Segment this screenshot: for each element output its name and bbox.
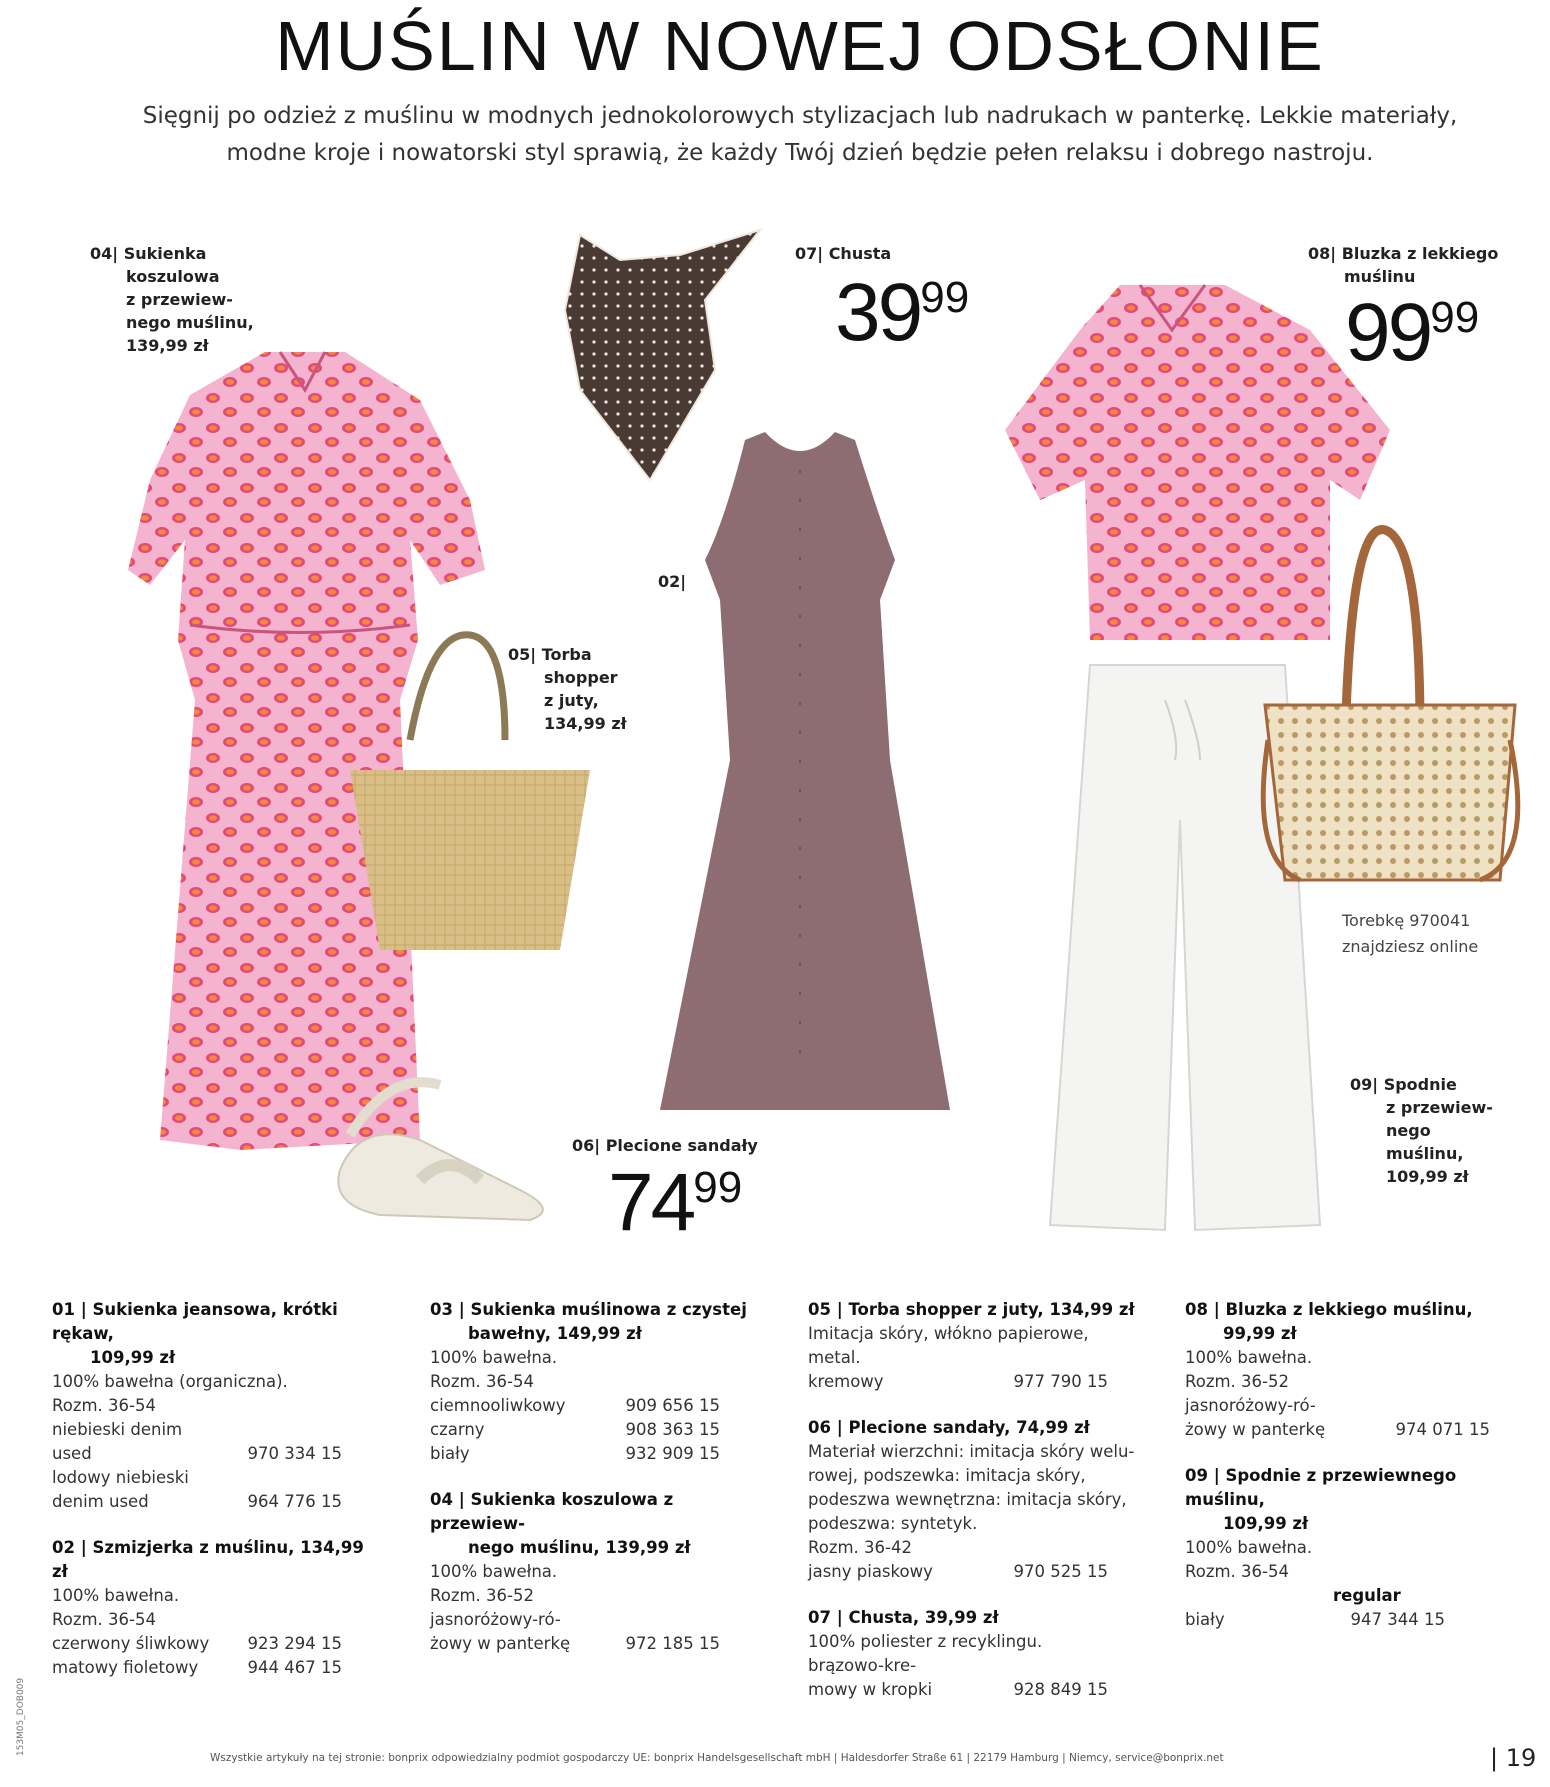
intro-text: Sięgnij po odzież z muślinu w modnych jednokolorowych stylizacjach lub nadrukach w panterkę. Lekkie materiały, modne kroje i nowatorski styl sprawią, że każdy Twój dzień będzie pełen relaksu i dobrego nastroju. <box>142 103 1458 166</box>
product-info-09: 09 | Spodnie z przewiewnego muślinu, <box>1185 1466 1457 1509</box>
blouse-image <box>1005 285 1390 640</box>
label-05: 05| Torba shopper z juty, 134,99 zł <box>508 645 627 733</box>
product-info-01: 01 | Sukienka jeansowa, krótki rękaw, 109,99 zł 100% bawełna (organiczna). Rozm. 36-54 niebieski denim used 970 334 15 lodowy niebieski denim used 964 776 15 02 | Szmizjerka z muślinu, 134,99 zł 100% bawełna. Rozm. 36-54 czerwony śliwkowy 923 294 15 matowy fioletowy 944 467 15 <box>52 1298 382 1680</box>
sandals-image <box>338 1082 543 1220</box>
product-info-08: 08 | Bluzka z lekkiego muślinu, 99,99 zł 100% bawełna. Rozm. 36-52 jasnoróżowy-ró- żowy w panterkę 974 071 15 09 | Spodnie z przewiewnego muślinu, 109,99 zł 100% bawełna. Rozm. 36-54 regular biały 947 344 15 <box>1185 1298 1530 1632</box>
label-09: 09| Spodnie z przewiew- nego muślinu, 109,99 zł <box>1350 1075 1493 1186</box>
label-06: 06| Plecione sandały <box>572 1136 758 1155</box>
price-07: 3999 <box>835 267 970 358</box>
product-info-06: 06 | Plecione sandały, 74,99 zł <box>808 1418 1090 1437</box>
shirt-dress-image <box>128 352 485 1150</box>
product-info-02: 02 | Szmizjerka z muślinu, 134,99 zł <box>52 1538 364 1581</box>
page-title: MUŚLIN W NOWEJ ODSŁONIE <box>275 7 1325 85</box>
price-08: 9999 <box>1345 287 1480 378</box>
product-info-07: 07 | Chusta, 39,99 zł <box>808 1608 999 1627</box>
price-06: 7499 <box>608 1157 743 1248</box>
label-07: 07| Chusta <box>795 244 892 263</box>
sleeveless-dress-image <box>660 432 950 1110</box>
label-04: 04| Sukienka koszulowa z przewiew- nego muślinu, 139,99 zł <box>90 244 254 355</box>
online-note: Torebkę 970041 znajdziesz online <box>1342 911 1479 956</box>
label-08: 08| Bluzka z lekkiego muślinu <box>1308 244 1499 286</box>
page-number: | 19 <box>1490 1744 1537 1772</box>
side-code: 153M05_DOB009 <box>16 1677 27 1757</box>
scarf-image <box>565 230 760 480</box>
label-02: 02| <box>658 572 687 591</box>
product-info-05: 05 | Torba shopper z juty, 134,99 zł Imitacja skóry, włókno papierowe, metal. kremowy 977 790 15 06 | Plecione sandały, 74,99 zł Materiał wierzchni: imitacja skóry welu- rowej, podszewka: imitacja skóry, podeszwa wewnętrzna: imitacja skóry, podeszwa: syntetyk. Rozm. 36-42 jasny piaskowy 970 525 15 07 | Chusta, 39,99 zł 100% poliester z recyklingu. brązowo-kre- mowy w kropki 928 849 15 <box>808 1298 1148 1702</box>
product-info-03: 03 | Sukienka muślinowa z czystej bawełny, 149,99 zł 100% bawełna. Rozm. 36-54 ciemnooliwkowy 909 656 15 czarny 908 363 15 biały 932 909 15 04 | Sukienka koszulowa z przewiew- nego muślinu, 139,99 zł 100% bawełna. Rozm. 36-52 jasnoróżowy-ró- żowy w panterkę 972 185 15 <box>430 1298 760 1656</box>
product-info-04: 04 | Sukienka koszulowa z przewiew- <box>430 1490 674 1533</box>
legal-footer: Wszystkie artykuły na tej stronie: bonprix odpowiedzialny podmiot gospodarczy UE: bonprix Handelsgesellschaft mbH | Haldesdorfer Straße 61 | 22179 Hamburg | Niemcy, service@bonprix.net <box>210 1752 1224 1764</box>
